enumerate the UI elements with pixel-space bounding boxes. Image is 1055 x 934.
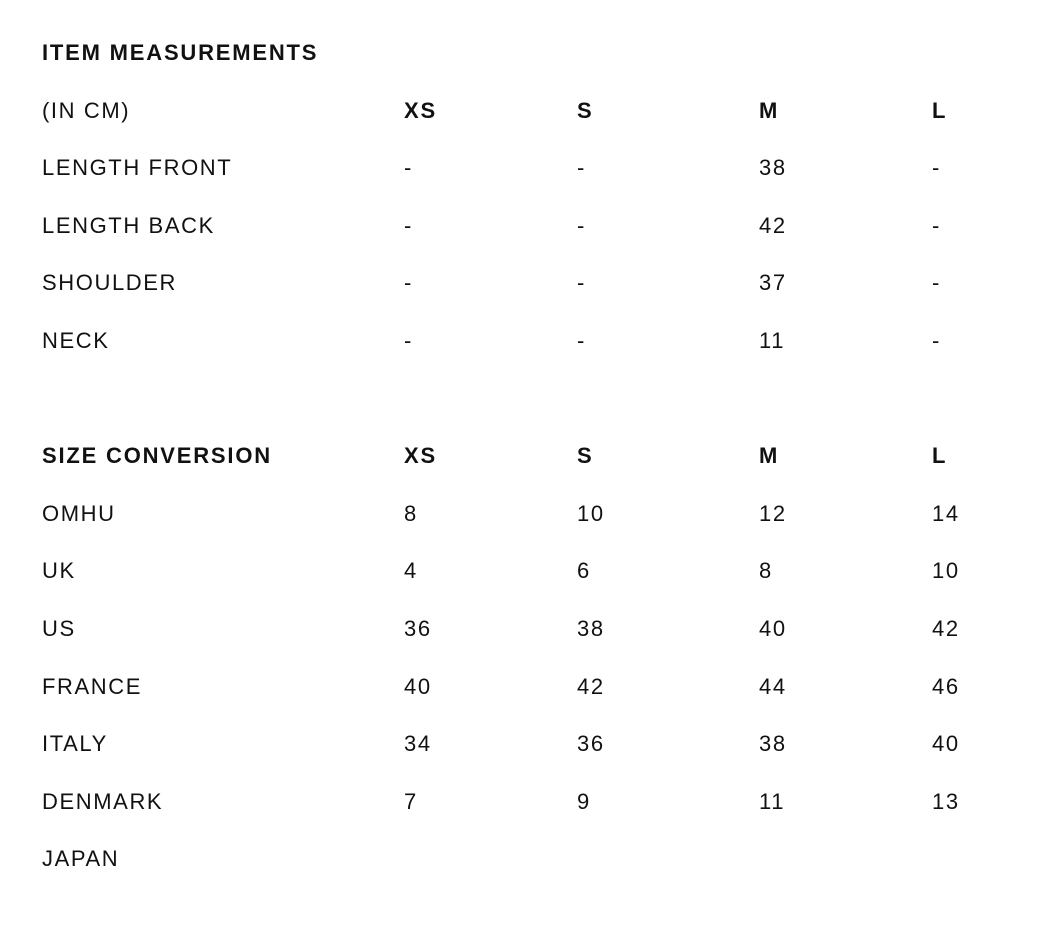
conversion-title: SIZE CONVERSION (42, 443, 272, 469)
size-header-m: M (759, 97, 780, 123)
conversion-row-us (42, 600, 1002, 658)
size-header-l: L (932, 443, 948, 469)
cell-s: - (577, 155, 586, 181)
conversion-row-france (42, 658, 1002, 716)
cell-l: 42 (932, 615, 960, 641)
cell-xs: 34 (404, 731, 432, 757)
row-label: NECK (42, 327, 110, 353)
conversion-row-uk (42, 542, 1002, 600)
cell-xs: - (404, 327, 413, 353)
row-label: ITALY (42, 731, 108, 757)
cell-s: - (577, 327, 586, 353)
row-label: UK (42, 558, 76, 584)
cell-l: 13 (932, 788, 960, 814)
cell-l: 10 (932, 558, 960, 584)
cell-l: - (932, 212, 941, 238)
cell-xs: 7 (404, 788, 418, 814)
cell-m: 44 (759, 673, 787, 699)
cell-xs: - (404, 155, 413, 181)
size-guide (42, 24, 1002, 888)
row-label: LENGTH FRONT (42, 155, 233, 181)
conversion-row-omhu (42, 485, 1002, 543)
cell-l: 14 (932, 500, 960, 526)
cell-xs: 36 (404, 615, 432, 641)
size-header-s: S (577, 97, 594, 123)
cell-s: 6 (577, 558, 591, 584)
cell-m: 38 (759, 731, 787, 757)
cell-m: 37 (759, 270, 787, 296)
cell-m: 8 (759, 558, 773, 584)
section-spacer (42, 370, 1002, 428)
row-label: JAPAN (42, 846, 120, 872)
cell-s: 9 (577, 788, 591, 814)
cell-m: 42 (759, 212, 787, 238)
row-label: FRANCE (42, 673, 143, 699)
cell-m: 38 (759, 155, 787, 181)
measurements-header-row (42, 82, 1002, 140)
cell-s: 42 (577, 673, 605, 699)
measurement-row-shoulder (42, 254, 1002, 312)
cell-m: 12 (759, 500, 787, 526)
cell-m: 11 (759, 327, 786, 353)
cell-s: 38 (577, 615, 605, 641)
conversion-row-japan (42, 830, 1002, 888)
measurements-title: ITEM MEASUREMENTS (42, 40, 319, 65)
cell-xs: - (404, 212, 413, 238)
size-header-l: L (932, 97, 948, 123)
cell-m: 40 (759, 615, 787, 641)
cell-xs: - (404, 270, 413, 296)
unit-label: (IN CM) (42, 97, 131, 123)
cell-s: - (577, 270, 586, 296)
cell-s: 10 (577, 500, 605, 526)
cell-m: 11 (759, 788, 786, 814)
cell-xs: 8 (404, 500, 418, 526)
row-label: LENGTH BACK (42, 212, 215, 238)
size-header-m: M (759, 443, 780, 469)
cell-l: - (932, 155, 941, 181)
cell-s: - (577, 212, 586, 238)
conversion-header-row (42, 427, 1002, 485)
cell-s: 36 (577, 731, 605, 757)
measurement-row-length-back (42, 197, 1002, 255)
size-header-s: S (577, 443, 594, 469)
cell-l: 46 (932, 673, 960, 699)
size-header-xs: XS (404, 97, 437, 123)
cell-l: 40 (932, 731, 960, 757)
row-label: DENMARK (42, 788, 164, 814)
row-label: US (42, 615, 76, 641)
measurements-title-row (42, 24, 1002, 82)
measurement-row-neck (42, 312, 1002, 370)
row-label: SHOULDER (42, 270, 178, 296)
conversion-row-italy (42, 715, 1002, 773)
cell-xs: 4 (404, 558, 418, 584)
cell-l: - (932, 327, 941, 353)
measurement-row-length-front (42, 139, 1002, 197)
cell-l: - (932, 270, 941, 296)
size-header-xs: XS (404, 443, 437, 469)
conversion-row-denmark (42, 773, 1002, 831)
cell-xs: 40 (404, 673, 432, 699)
row-label: OMHU (42, 500, 116, 526)
